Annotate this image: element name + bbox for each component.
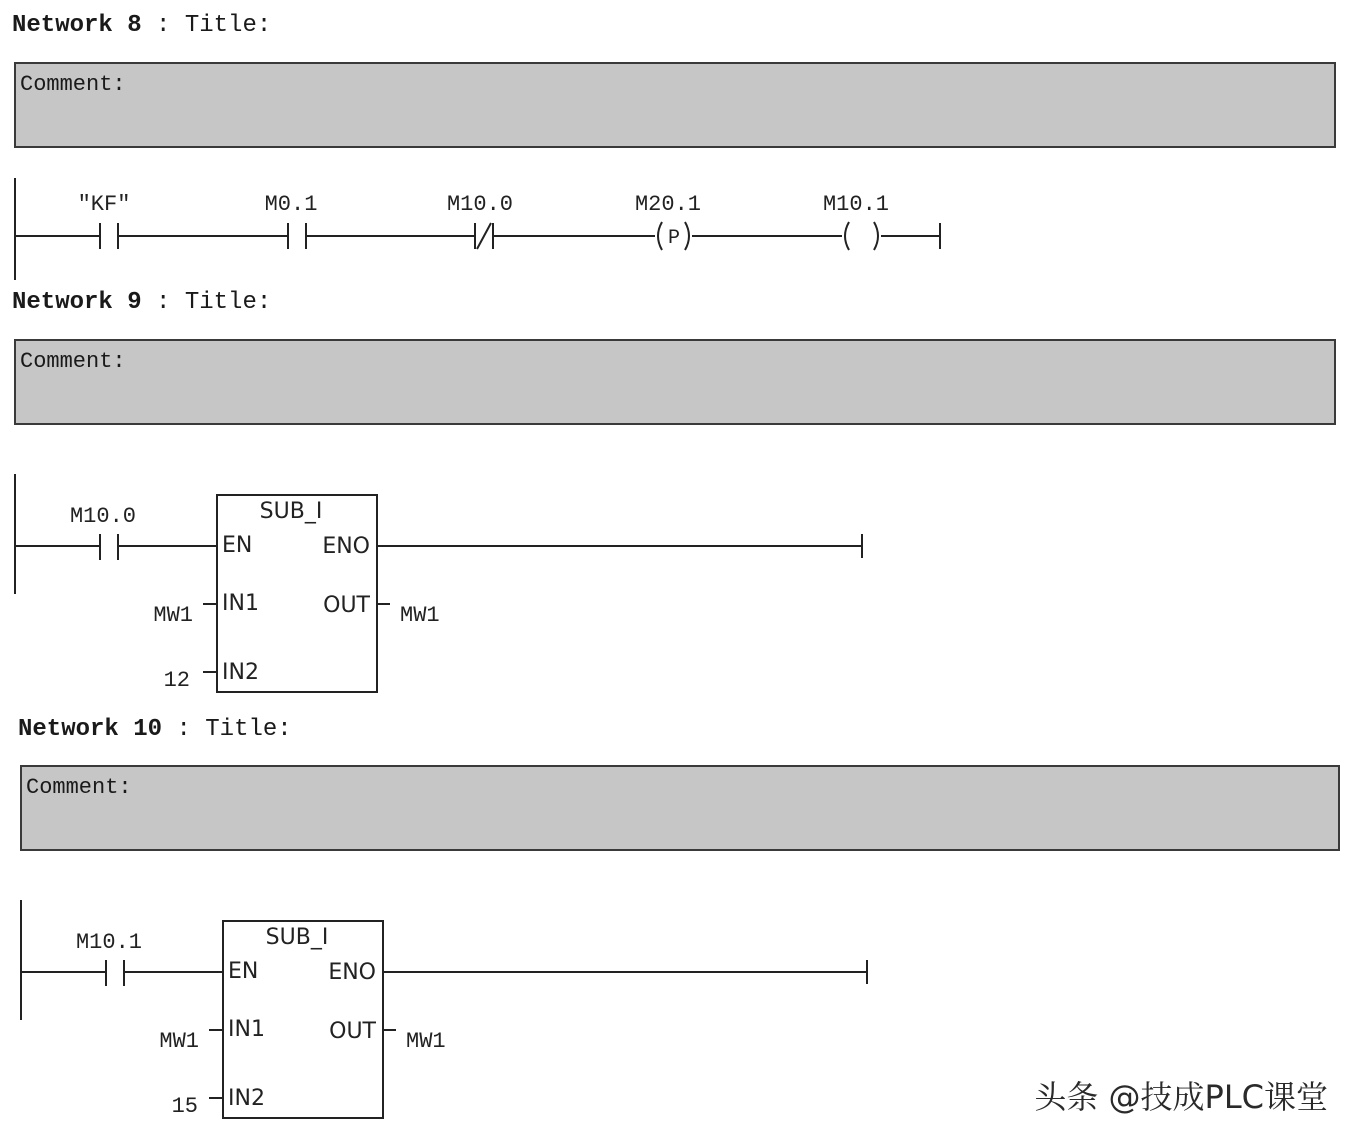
network-8-comment-label: Comment: bbox=[20, 72, 126, 97]
n9-eno-label: ENO bbox=[322, 534, 370, 559]
n9-box-title: SUB_I bbox=[259, 499, 323, 524]
n10-out-label: OUT bbox=[329, 1019, 376, 1044]
n9-in1-label: IN1 bbox=[222, 591, 259, 616]
n10-in1-label: IN1 bbox=[228, 1017, 265, 1042]
n10-label-contact: M10.1 bbox=[75, 930, 143, 955]
n9-in1-value: MW1 bbox=[153, 603, 193, 628]
network-9-title-label: : Title: bbox=[156, 289, 272, 316]
n10-in1-value: MW1 bbox=[159, 1029, 199, 1054]
network-9-number: 9 bbox=[127, 289, 142, 316]
n8-p-letter: P bbox=[667, 227, 681, 250]
network-10-keyword: Network bbox=[18, 716, 119, 743]
network-8-number: 8 bbox=[127, 12, 142, 39]
n9-out-label: OUT bbox=[323, 593, 370, 618]
n8-rung-wire bbox=[15, 223, 940, 249]
network-9-comment-label: Comment: bbox=[20, 349, 126, 374]
network-10-comment-label: Comment: bbox=[26, 775, 132, 800]
n10-contact-m10-1[interactable] bbox=[106, 960, 124, 986]
n10-box-title: SUB_I bbox=[265, 925, 329, 950]
network-10-number: 10 bbox=[133, 716, 163, 743]
n10-eno-label: ENO bbox=[328, 960, 376, 985]
n8-label-m10-0: M10.0 bbox=[446, 192, 514, 217]
n10-en-label: EN bbox=[228, 959, 259, 984]
n9-in2-label: IN2 bbox=[222, 660, 259, 685]
n8-label-m10-1: M10.1 bbox=[822, 192, 890, 217]
n8-contact-m0-1[interactable] bbox=[288, 223, 306, 249]
n9-in2-value: 12 bbox=[163, 668, 190, 693]
n9-out-value: MW1 bbox=[400, 603, 440, 628]
n8-coil[interactable] bbox=[845, 222, 878, 250]
n10-out-value: MW1 bbox=[406, 1029, 446, 1054]
n8-contact-m10-0-nc[interactable] bbox=[475, 223, 493, 249]
n8-label-kf: "KF" bbox=[77, 192, 131, 217]
network-9-keyword: Network bbox=[12, 289, 113, 316]
n9-contact-m10-0[interactable] bbox=[100, 534, 118, 560]
watermark: 头条 @技成PLC课堂 bbox=[1034, 1078, 1328, 1116]
n10-in2-label: IN2 bbox=[228, 1086, 265, 1111]
network-8-title-label: : Title: bbox=[156, 12, 272, 39]
network-8-keyword: Network bbox=[12, 12, 113, 39]
network-10-title-label: : Title: bbox=[176, 716, 292, 743]
n10-in2-value: 15 bbox=[171, 1094, 198, 1119]
n8-label-m0-1: M0.1 bbox=[264, 192, 318, 217]
n8-contact-kf[interactable] bbox=[100, 223, 118, 249]
n9-en-label: EN bbox=[222, 533, 253, 558]
n8-label-m20-1: M20.1 bbox=[634, 192, 702, 217]
n9-label-contact: M10.0 bbox=[69, 504, 137, 529]
